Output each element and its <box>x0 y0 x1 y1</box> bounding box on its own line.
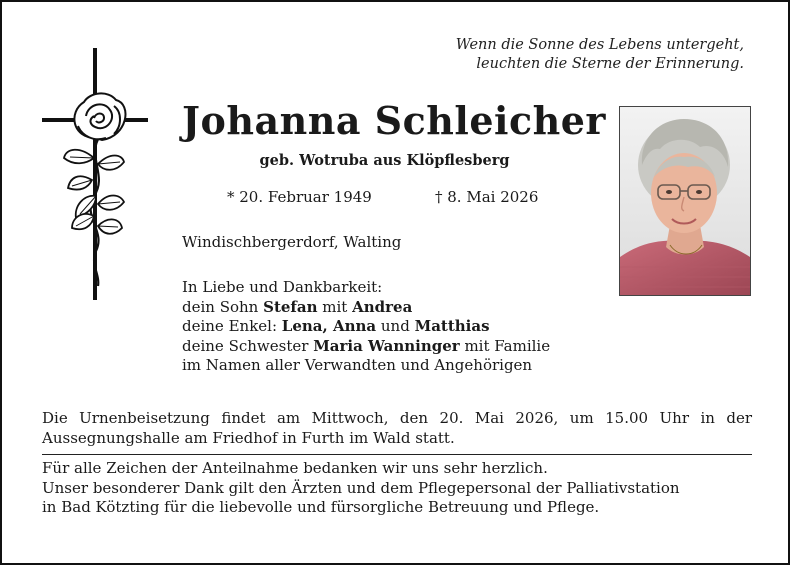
mourners-line-sister <box>182 337 550 357</box>
text: und <box>376 317 415 335</box>
thanks-block <box>42 459 754 518</box>
thanks-line-3: in Bad Kötzting für die liebevolle und fürsorgliche Betreuung und Pflege. <box>42 498 600 516</box>
divider <box>42 454 752 455</box>
mourner-name: Matthias <box>414 317 490 335</box>
motto-line-2: leuchten die Sterne der Erinnerung. <box>476 56 744 72</box>
motto-line-1: Wenn die Sonne des Lebens untergeht, <box>455 37 744 53</box>
residence: Windischbergerdorf, Walting <box>182 233 402 251</box>
death-date: † 8. Mai 2026 <box>435 188 539 206</box>
deceased-name: Johanna Schleicher <box>182 98 606 143</box>
mourner-name: Stefan <box>263 297 318 316</box>
text: mit Familie <box>459 336 551 355</box>
text: deine Schwester <box>182 336 314 355</box>
mourners-block <box>182 278 550 376</box>
portrait-photo <box>619 106 751 296</box>
thanks-line-2: Unser besonderer Dank gilt den Ärzten und dem Pflegepersonal der Palliativstation <box>42 478 680 497</box>
mourners-line-relatives: im Namen aller Verwandten und Angehörigen <box>182 356 533 374</box>
burial-announcement: Die Urnenbeisetzung findet am Mittwoch, den 20. Mai 2026, um 15.00 Uhr in der Aussegnungshalle am Friedhof in Furth im Wald statt. <box>42 409 752 447</box>
mourners-line-grandchildren <box>182 317 550 337</box>
mourners-intro: In Liebe und Dankbarkeit: <box>182 278 383 296</box>
mourner-name: Maria Wanninger <box>313 336 460 355</box>
birth-date: * 20. Februar 1949 <box>227 188 372 206</box>
text: deine Enkel: <box>182 317 282 335</box>
motto <box>456 36 744 74</box>
thanks-line-1: Für alle Zeichen der Anteilnahme bedanken wir uns sehr herzlich. <box>42 459 548 477</box>
mourner-name: Lena, Anna <box>281 317 377 335</box>
text: mit <box>317 297 353 316</box>
cross-with-rose-icon <box>38 46 154 306</box>
mourners-line-son <box>182 298 550 318</box>
maiden-name: geb. Wotruba aus Klöpflesberg <box>259 152 510 169</box>
text: dein Sohn <box>182 297 264 316</box>
portrait-illustration <box>620 107 750 295</box>
mourner-name: Andrea <box>352 297 413 316</box>
